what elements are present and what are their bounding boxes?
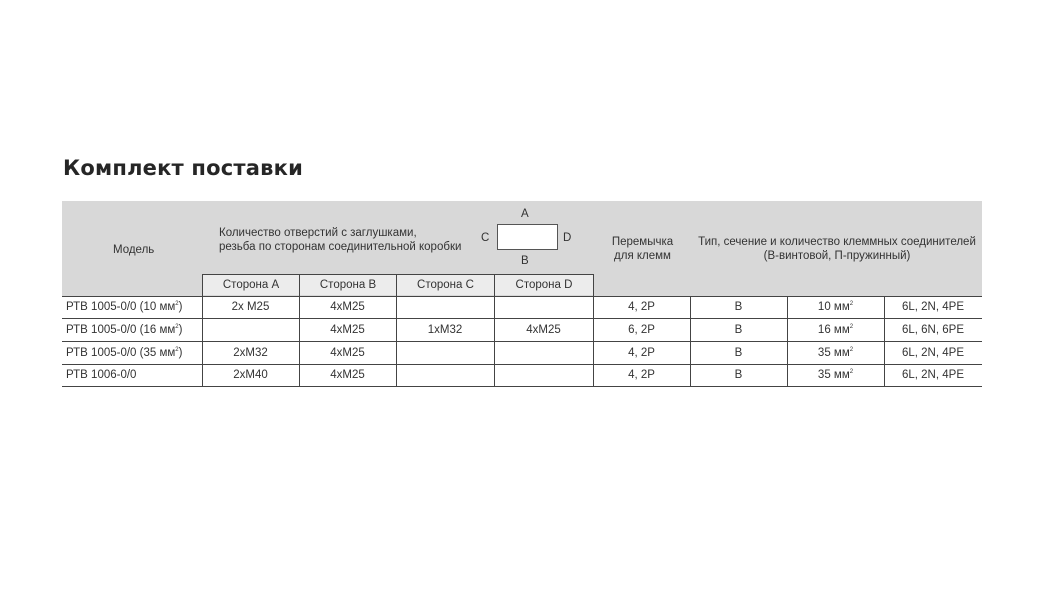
page-title: Комплект поставки xyxy=(63,156,304,180)
cell-type: В xyxy=(734,369,743,381)
cell-type: В xyxy=(734,301,743,313)
cell-model: РТВ 1005-0/0 (35 $мм^2$) xyxy=(66,347,183,359)
header-side-a: Сторона A xyxy=(203,275,299,295)
header-model: Модель xyxy=(113,244,155,256)
diagram-label-a: A xyxy=(521,208,529,220)
cell-section: 35 $мм^2$ xyxy=(817,347,854,359)
cell-section: 35 $мм^2$ xyxy=(817,369,854,381)
cell-jumper: 6, 2P xyxy=(628,324,655,336)
cell-side-b: 4xM25 xyxy=(330,369,365,381)
header-holes-line2: резьба по сторонам соединительной коробки xyxy=(219,241,462,253)
cell-side-d: 4xM25 xyxy=(526,324,561,336)
cell-side-c: 1xM32 xyxy=(427,324,463,336)
cell-type: В xyxy=(734,324,743,336)
diagram-label-b: B xyxy=(521,255,529,267)
diagram-label-c: C xyxy=(481,232,490,244)
cell-count: 6L, 2N, 4PE xyxy=(901,369,964,381)
cell-side-c xyxy=(396,343,494,363)
cell-section: 16 $мм^2$ xyxy=(817,324,854,336)
grid-line xyxy=(62,341,982,342)
cell-jumper: 4, 2P xyxy=(628,369,655,381)
cell-side-a: 2x M25 xyxy=(231,301,270,313)
spec-table xyxy=(62,201,982,388)
cell-side-d xyxy=(494,365,593,385)
grid-line xyxy=(202,274,594,275)
header-holes-line1: Количество отверстий с заглушками, xyxy=(219,227,417,239)
header-side-c: Сторона C xyxy=(397,275,494,295)
cell-side-d xyxy=(494,297,593,317)
cell-side-d xyxy=(494,343,593,363)
header-side-d: Сторона D xyxy=(495,275,593,295)
header-jumper-line2: для клемм xyxy=(614,250,671,262)
cell-model: РТВ 1005-0/0 (16 $мм^2$) xyxy=(66,324,183,336)
cell-jumper: 4, 2P xyxy=(628,301,655,313)
cell-section: 10 $мм^2$ xyxy=(817,301,854,313)
cell-model: РТВ 1005-0/0 (10 $мм^2$) xyxy=(66,301,183,313)
header-connectors-line1: Тип, сечение и количество клеммных соединителей xyxy=(698,236,976,248)
cell-side-b: 4xM25 xyxy=(330,347,365,359)
header-connectors-line2: (В-винтовой, П-пружинный) xyxy=(763,250,911,262)
cell-count: 6L, 6N, 6PE xyxy=(901,324,964,336)
cell-count: 6L, 2N, 4PE xyxy=(901,347,964,359)
cell-side-c xyxy=(396,297,494,317)
cell-side-a: 2xM32 xyxy=(233,347,268,359)
grid-line xyxy=(62,386,982,387)
grid-line xyxy=(62,318,982,319)
cell-side-a xyxy=(202,320,299,340)
cell-side-a: 2xM40 xyxy=(233,369,268,381)
cell-count: 6L, 2N, 4PE xyxy=(901,301,964,313)
header-side-b: Сторона B xyxy=(300,275,396,295)
cell-type: В xyxy=(734,347,743,359)
junction-box-diagram xyxy=(497,224,558,250)
header-jumper-line1: Перемычка xyxy=(611,236,674,248)
diagram-label-d: D xyxy=(563,232,572,244)
cell-side-c xyxy=(396,365,494,385)
cell-side-b: 4xM25 xyxy=(330,301,365,313)
cell-model: РТВ 1006-0/0 xyxy=(66,369,137,381)
cell-side-b: 4xM25 xyxy=(330,324,365,336)
cell-jumper: 4, 2P xyxy=(628,347,655,359)
